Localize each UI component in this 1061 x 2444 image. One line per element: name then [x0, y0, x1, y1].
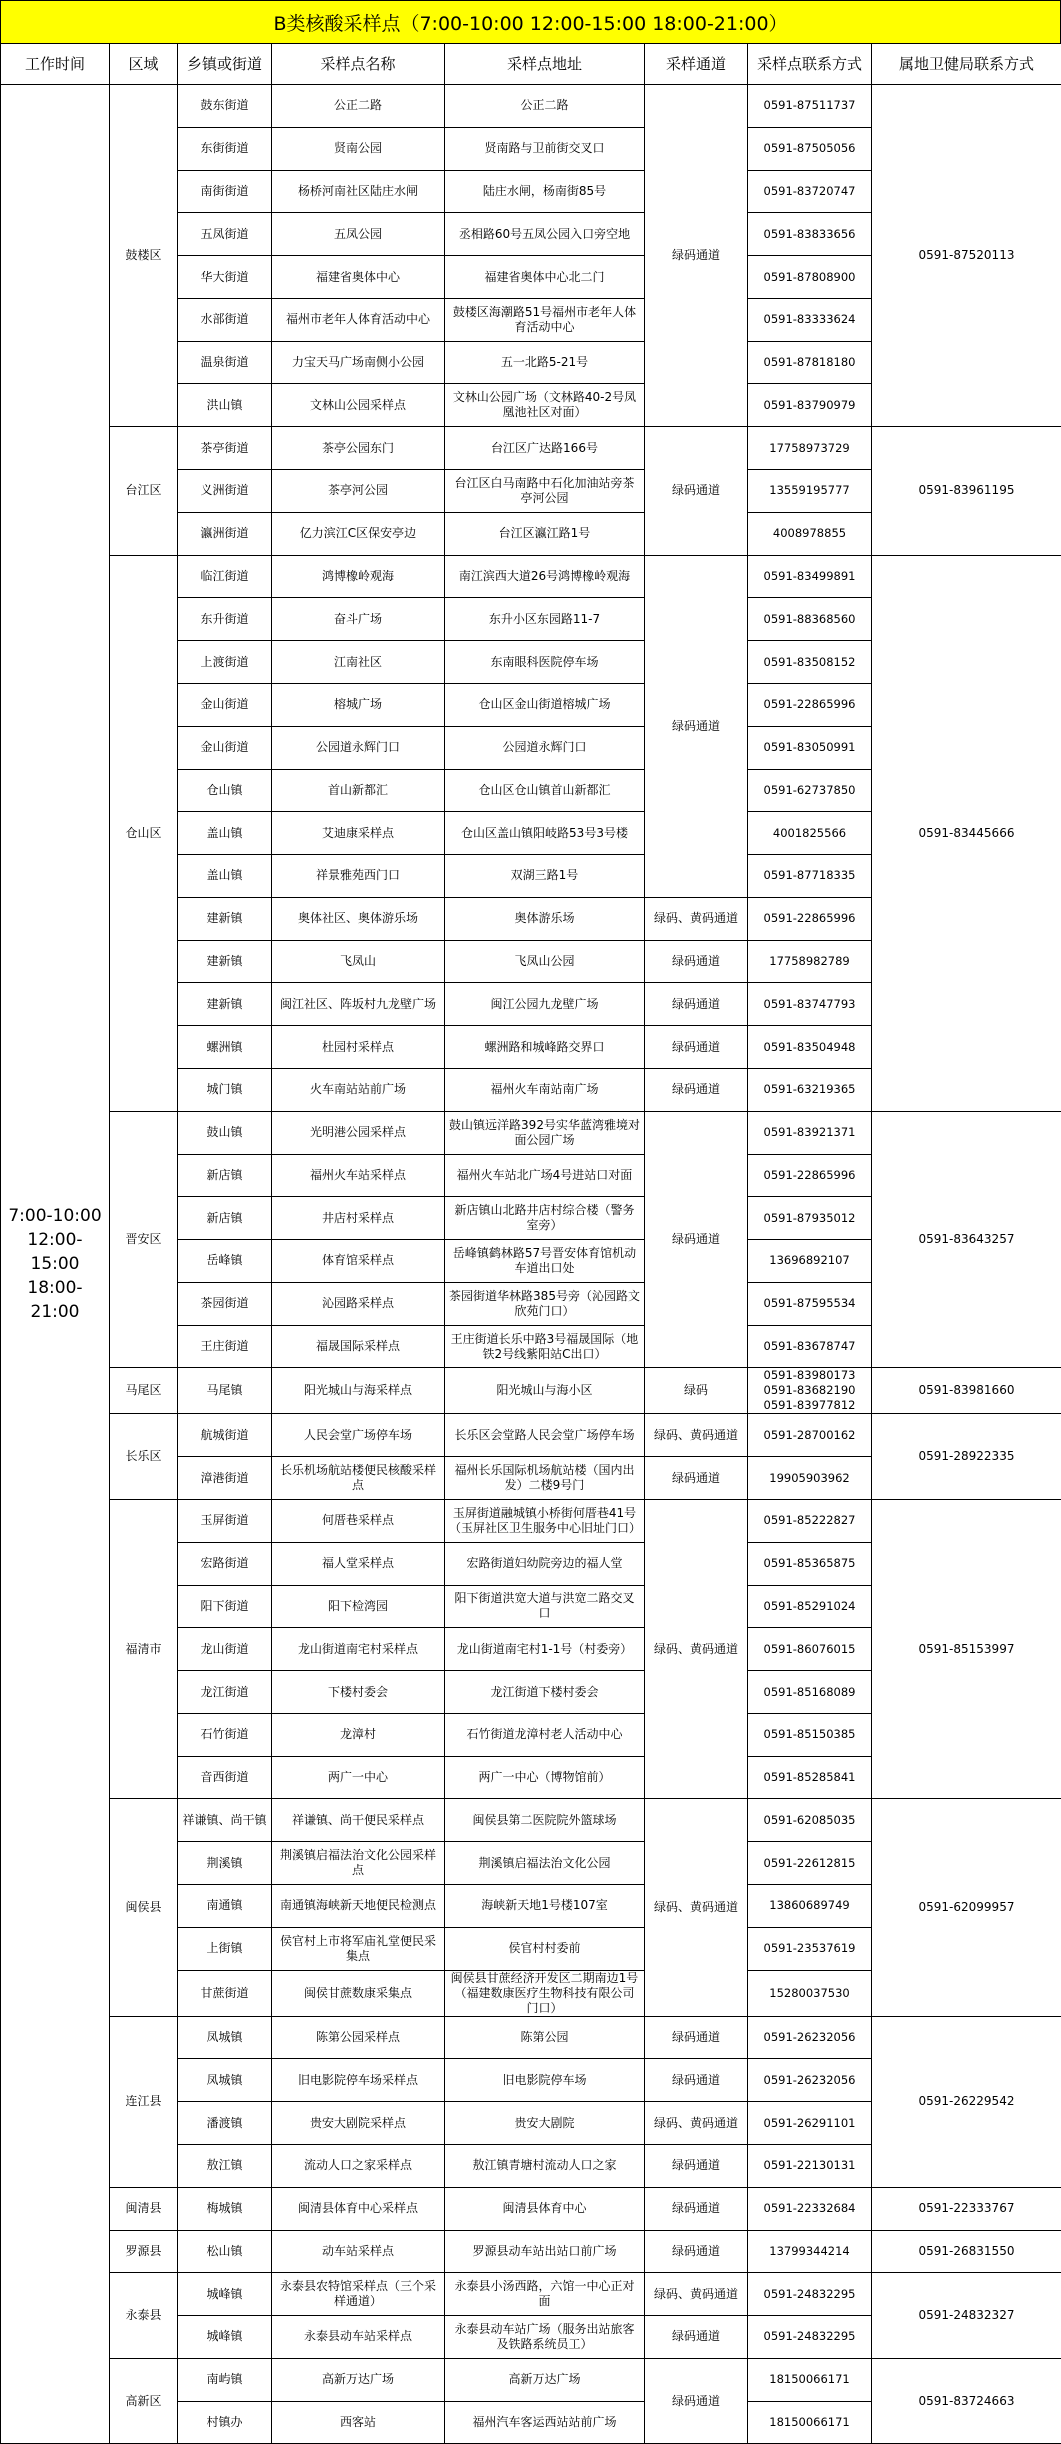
site-address-cell: 高新万达广场: [445, 2358, 645, 2401]
health-bureau-phone-cell: 0591-26831550: [872, 2230, 1061, 2273]
street-cell: 凤城镇: [178, 2016, 272, 2059]
table-row: [1, 2273, 1061, 2316]
street-cell: 盖山镇: [178, 855, 272, 898]
site-name-cell: 福州火车站采样点: [272, 1154, 445, 1197]
site-address-cell: 宏路街道妇幼院旁边的福人堂: [445, 1542, 645, 1585]
site-phone-cell: 0591-63219365: [748, 1068, 872, 1111]
site-address-cell: 岳峰镇鹤林路57号晋安体育馆机动车道出口处: [445, 1240, 645, 1283]
site-phone-cell: 13696892107: [748, 1240, 872, 1283]
site-phone-cell: 13559195777: [748, 470, 872, 513]
site-name-cell: 福人堂采样点: [272, 1542, 445, 1585]
street-cell: 茶园街道: [178, 1282, 272, 1325]
site-name-cell: 五凤公园: [272, 213, 445, 256]
site-phone-cell: 4001825566: [748, 812, 872, 855]
site-name-cell: 下楼村委会: [272, 1671, 445, 1714]
channel-cell: 绿码、黄码通道: [645, 1799, 748, 2016]
site-phone-cell: 0591-83747793: [748, 983, 872, 1026]
site-name-cell: 贤南公园: [272, 127, 445, 170]
site-name-cell: 文林山公园采样点: [272, 384, 445, 427]
site-address-cell: 仓山区金山街道榕城广场: [445, 683, 645, 726]
site-name-cell: 火车南站站前广场: [272, 1068, 445, 1111]
channel-cell: 绿码通道: [645, 427, 748, 555]
street-cell: 临江街道: [178, 555, 272, 598]
site-phone-cell: 18150066171: [748, 2401, 872, 2444]
site-phone-cell: 0591-83678747: [748, 1325, 872, 1368]
site-address-cell: 台江区白马南路中石化加油站旁茶亭河公园: [445, 470, 645, 513]
street-cell: 岳峰镇: [178, 1240, 272, 1283]
site-phone-cell: 15280037530: [748, 1970, 872, 2016]
channel-cell: 绿码、黄码通道: [645, 2273, 748, 2316]
street-cell: 潘渡镇: [178, 2102, 272, 2145]
site-phone-cell: 0591-62085035: [748, 1799, 872, 1842]
channel-cell: 绿码通道: [645, 1111, 748, 1368]
site-name-cell: 沁园路采样点: [272, 1282, 445, 1325]
street-cell: 螺洲镇: [178, 1026, 272, 1069]
site-address-cell: 闽侯县甘蔗经济开发区二期南边1号（福建数康医疗生物科技有限公司门口）: [445, 1970, 645, 2016]
channel-cell: 绿码通道: [645, 2358, 748, 2444]
work-time-cell: 7:00-10:00 12:00-15:00 18:00-21:00: [1, 85, 110, 2444]
site-address-cell: 旧电影院停车场: [445, 2059, 645, 2102]
site-name-cell: 阳下检湾园: [272, 1585, 445, 1628]
channel-cell: 绿码通道: [645, 1026, 748, 1069]
street-cell: 马尾镇: [178, 1368, 272, 1414]
header-site-name: 采样点名称: [272, 44, 445, 85]
site-phone-cell: 0591-26291101: [748, 2102, 872, 2145]
site-phone-cell: 0591-23537619: [748, 1927, 872, 1970]
site-name-cell: 井店村采样点: [272, 1197, 445, 1240]
site-name-cell: 闽江社区、阵坂村九龙壁广场: [272, 983, 445, 1026]
street-cell: 建新镇: [178, 983, 272, 1026]
street-cell: 上渡街道: [178, 641, 272, 684]
street-cell: 温泉街道: [178, 341, 272, 384]
site-name-cell: 奥体社区、奥体游乐场: [272, 897, 445, 940]
site-name-cell: 福晟国际采样点: [272, 1325, 445, 1368]
table-row: [1, 555, 1061, 598]
site-phone-cell: 0591-83720747: [748, 170, 872, 213]
site-address-cell: 龙山街道南宅村1-1号（村委旁）: [445, 1628, 645, 1671]
health-bureau-phone-cell: 0591-26229542: [872, 2016, 1061, 2187]
site-name-cell: 侯官村上市将军庙礼堂便民采集点: [272, 1927, 445, 1970]
site-name-cell: 祥景雅苑西门口: [272, 855, 445, 898]
street-cell: 龙江街道: [178, 1671, 272, 1714]
site-address-cell: 陆庄水闸，杨南街85号: [445, 170, 645, 213]
sampling-sites-table: [0, 43, 1061, 2444]
health-bureau-phone-cell: 0591-87520113: [872, 85, 1061, 427]
health-bureau-phone-cell: 0591-83724663: [872, 2358, 1061, 2444]
health-bureau-phone-cell: 0591-83643257: [872, 1111, 1061, 1368]
table-row: [1, 1799, 1061, 1842]
site-phone-cell: 0591-26232056: [748, 2059, 872, 2102]
site-address-cell: 贤南路与卫前街交叉口: [445, 127, 645, 170]
site-address-cell: 台江区瀛江路1号: [445, 512, 645, 555]
header-street: 乡镇或街道: [178, 44, 272, 85]
street-cell: 新店镇: [178, 1154, 272, 1197]
site-name-cell: 榕城广场: [272, 683, 445, 726]
site-name-cell: 高新万达广场: [272, 2358, 445, 2401]
site-name-cell: 杜园村采样点: [272, 1026, 445, 1069]
site-address-cell: 螺洲路和城峰路交界口: [445, 1026, 645, 1069]
street-cell: 上街镇: [178, 1927, 272, 1970]
street-cell: 茶亭街道: [178, 427, 272, 470]
street-cell: 梅城镇: [178, 2187, 272, 2230]
table-row: [1, 1500, 1061, 1543]
site-address-cell: 东升小区东园路11-7: [445, 598, 645, 641]
district-cell: 鼓楼区: [110, 85, 178, 427]
site-name-cell: 光明港公园采样点: [272, 1111, 445, 1154]
channel-cell: 绿码通道: [645, 1068, 748, 1111]
site-address-cell: 长乐区会堂路人民会堂广场停车场: [445, 1414, 645, 1457]
street-cell: 鼓山镇: [178, 1111, 272, 1154]
site-name-cell: 飞凤山: [272, 940, 445, 983]
site-name-cell: 阳光城山与海采样点: [272, 1368, 445, 1414]
street-cell: 东升街道: [178, 598, 272, 641]
street-cell: 祥谦镇、尚干镇: [178, 1799, 272, 1842]
site-address-cell: 公正二路: [445, 85, 645, 128]
site-address-cell: 台江区广达路166号: [445, 427, 645, 470]
site-phone-cell: 0591-83499891: [748, 555, 872, 598]
site-phone-cell: 0591-22332684: [748, 2187, 872, 2230]
street-cell: 石竹街道: [178, 1713, 272, 1756]
site-phone-cell: 0591-28700162: [748, 1414, 872, 1457]
street-cell: 五凤街道: [178, 213, 272, 256]
site-address-cell: 丞相路60号五凤公园入口旁空地: [445, 213, 645, 256]
street-cell: 音西街道: [178, 1756, 272, 1799]
site-phone-cell: 0591-83790979: [748, 384, 872, 427]
table-row: [1, 2187, 1061, 2230]
site-phone-cell: 0591-87718335: [748, 855, 872, 898]
site-phone-cell: 0591-87818180: [748, 341, 872, 384]
channel-cell: 绿码通道: [645, 2187, 748, 2230]
site-phone-cell: 17758982789: [748, 940, 872, 983]
street-cell: 城峰镇: [178, 2273, 272, 2316]
district-cell: 闽清县: [110, 2187, 178, 2230]
site-address-cell: 南江滨西大道26号鸿博橡岭观海: [445, 555, 645, 598]
site-address-cell: 永泰县动车站广场（服务出站旅客及铁路系统员工）: [445, 2316, 645, 2359]
street-cell: 敖江镇: [178, 2144, 272, 2187]
site-address-cell: 玉屏街道融城镇小桥街何厝巷41号（玉屏社区卫生服务中心旧址门口）: [445, 1500, 645, 1543]
site-name-cell: 福建省奥体中心: [272, 256, 445, 299]
table-row: [1, 1368, 1061, 1414]
district-cell: 永泰县: [110, 2273, 178, 2359]
street-cell: 金山街道: [178, 726, 272, 769]
table-row: [1, 85, 1061, 128]
site-phone-cell: 0591-83980173 0591-83682190 0591-83977812: [748, 1368, 872, 1414]
street-cell: 水部街道: [178, 298, 272, 341]
site-name-cell: 龙山街道南宅村采样点: [272, 1628, 445, 1671]
channel-cell: 绿码通道: [645, 555, 748, 897]
channel-cell: 绿码通道: [645, 2144, 748, 2187]
site-phone-cell: 0591-22865996: [748, 897, 872, 940]
site-phone-cell: 0591-24832295: [748, 2316, 872, 2359]
site-address-cell: 敖江镇青塘村流动人口之家: [445, 2144, 645, 2187]
site-name-cell: 福州市老年人体育活动中心: [272, 298, 445, 341]
health-bureau-phone-cell: 0591-24832327: [872, 2273, 1061, 2359]
street-cell: 鼓东街道: [178, 85, 272, 128]
site-address-cell: 贵安大剧院: [445, 2102, 645, 2145]
site-phone-cell: 0591-22865996: [748, 1154, 872, 1197]
site-address-cell: 石竹街道龙漳村老人活动中心: [445, 1713, 645, 1756]
site-phone-cell: 0591-26232056: [748, 2016, 872, 2059]
channel-cell: 绿码通道: [645, 2316, 748, 2359]
site-name-cell: 贵安大剧院采样点: [272, 2102, 445, 2145]
site-phone-cell: 17758973729: [748, 427, 872, 470]
site-phone-cell: 0591-88368560: [748, 598, 872, 641]
site-name-cell: 茶亭公园东门: [272, 427, 445, 470]
site-address-cell: 侯官村村委前: [445, 1927, 645, 1970]
street-cell: 城峰镇: [178, 2316, 272, 2359]
site-name-cell: 闽侯甘蔗数康采集点: [272, 1970, 445, 2016]
site-phone-cell: 0591-22130131: [748, 2144, 872, 2187]
street-cell: 南通镇: [178, 1885, 272, 1928]
site-address-cell: 阳光城山与海小区: [445, 1368, 645, 1414]
site-phone-cell: 0591-85365875: [748, 1542, 872, 1585]
site-phone-cell: 0591-83050991: [748, 726, 872, 769]
site-address-cell: 阳下街道洪宽大道与洪宽二路交叉口: [445, 1585, 645, 1628]
site-address-cell: 鼓楼区海潮路51号福州市老年人体育活动中心: [445, 298, 645, 341]
site-address-cell: 闽清县体育中心: [445, 2187, 645, 2230]
site-name-cell: 龙漳村: [272, 1713, 445, 1756]
site-name-cell: 公园道永辉门口: [272, 726, 445, 769]
table-row: [1, 2016, 1061, 2059]
table-row: [1, 1414, 1061, 1457]
site-name-cell: 何厝巷采样点: [272, 1500, 445, 1543]
street-cell: 城门镇: [178, 1068, 272, 1111]
table-row: [1, 427, 1061, 470]
health-bureau-phone-cell: 0591-83445666: [872, 555, 1061, 1111]
site-name-cell: 旧电影院停车场采样点: [272, 2059, 445, 2102]
street-cell: 金山街道: [178, 683, 272, 726]
site-phone-cell: 0591-83508152: [748, 641, 872, 684]
site-phone-cell: 0591-24832295: [748, 2273, 872, 2316]
header-channel: 采样通道: [645, 44, 748, 85]
site-address-cell: 荆溪镇启福法治文化公园: [445, 1842, 645, 1885]
site-name-cell: 陈第公园采样点: [272, 2016, 445, 2059]
header-work-time: 工作时间: [1, 44, 110, 85]
site-phone-cell: 0591-85222827: [748, 1500, 872, 1543]
street-cell: 东街街道: [178, 127, 272, 170]
site-address-cell: 福建省奥体中心北二门: [445, 256, 645, 299]
site-name-cell: 茶亭河公园: [272, 470, 445, 513]
site-phone-cell: 0591-85285841: [748, 1756, 872, 1799]
site-address-cell: 文林山公园广场（文林路40-2号凤凰池社区对面）: [445, 384, 645, 427]
table-row: [1, 2230, 1061, 2273]
site-name-cell: 流动人口之家采样点: [272, 2144, 445, 2187]
site-phone-cell: 13860689749: [748, 1885, 872, 1928]
district-cell: 福清市: [110, 1500, 178, 1799]
site-phone-cell: 0591-83833656: [748, 213, 872, 256]
site-phone-cell: 0591-22612815: [748, 1842, 872, 1885]
street-cell: 玉屏街道: [178, 1500, 272, 1543]
channel-cell: 绿码通道: [645, 940, 748, 983]
channel-cell: 绿码、黄码通道: [645, 2102, 748, 2145]
site-address-cell: 东南眼科医院停车场: [445, 641, 645, 684]
site-name-cell: 首山新都汇: [272, 769, 445, 812]
district-cell: 罗源县: [110, 2230, 178, 2273]
street-cell: 南街街道: [178, 170, 272, 213]
site-phone-cell: 0591-87595534: [748, 1282, 872, 1325]
health-bureau-phone-cell: 0591-85153997: [872, 1500, 1061, 1799]
district-cell: 长乐区: [110, 1414, 178, 1500]
site-name-cell: 永泰县农特馆采样点（三个采样通道）: [272, 2273, 445, 2316]
channel-cell: 绿码通道: [645, 85, 748, 427]
site-address-cell: 福州火车站北广场4号进站口对面: [445, 1154, 645, 1197]
site-address-cell: 龙江街道下楼村委会: [445, 1671, 645, 1714]
district-cell: 马尾区: [110, 1368, 178, 1414]
site-phone-cell: 0591-87505056: [748, 127, 872, 170]
table-title: B类核酸采样点（7:00-10:00 12:00-15:00 18:00-21:00）: [0, 0, 1061, 44]
street-cell: 新店镇: [178, 1197, 272, 1240]
site-address-cell: 鼓山镇远洋路392号实华蓝湾雅境对面公园广场: [445, 1111, 645, 1154]
street-cell: 洪山镇: [178, 384, 272, 427]
site-name-cell: 祥谦镇、尚干便民采样点: [272, 1799, 445, 1842]
street-cell: 仓山镇: [178, 769, 272, 812]
header-district: 区域: [110, 44, 178, 85]
channel-cell: 绿码通道: [645, 1457, 748, 1500]
site-address-cell: 五一北路5-21号: [445, 341, 645, 384]
table-row: [1, 1111, 1061, 1154]
site-phone-cell: 0591-85291024: [748, 1585, 872, 1628]
district-cell: 闽侯县: [110, 1799, 178, 2016]
site-phone-cell: 18150066171: [748, 2358, 872, 2401]
site-address-cell: 仓山区盖山镇阳岐路53号3号楼: [445, 812, 645, 855]
channel-cell: 绿码、黄码通道: [645, 1500, 748, 1799]
site-name-cell: 西客站: [272, 2401, 445, 2444]
site-name-cell: 人民会堂广场停车场: [272, 1414, 445, 1457]
street-cell: 建新镇: [178, 940, 272, 983]
site-name-cell: 江南社区: [272, 641, 445, 684]
site-phone-cell: 0591-85150385: [748, 1713, 872, 1756]
health-bureau-phone-cell: 0591-28922335: [872, 1414, 1061, 1500]
street-cell: 华大街道: [178, 256, 272, 299]
site-name-cell: 南通镇海峡新天地便民检测点: [272, 1885, 445, 1928]
site-phone-cell: 13799344214: [748, 2230, 872, 2273]
site-name-cell: 体育馆采样点: [272, 1240, 445, 1283]
street-cell: 盖山镇: [178, 812, 272, 855]
site-address-cell: 罗源县动车站出站口前广场: [445, 2230, 645, 2273]
site-phone-cell: 0591-83504948: [748, 1026, 872, 1069]
street-cell: 航城街道: [178, 1414, 272, 1457]
site-phone-cell: 0591-85168089: [748, 1671, 872, 1714]
site-address-cell: 双湖三路1号: [445, 855, 645, 898]
site-phone-cell: 0591-87935012: [748, 1197, 872, 1240]
site-address-cell: 两广一中心（博物馆前）: [445, 1756, 645, 1799]
site-name-cell: 永泰县动车站采样点: [272, 2316, 445, 2359]
health-bureau-phone-cell: 0591-83961195: [872, 427, 1061, 555]
health-bureau-phone-cell: 0591-62099957: [872, 1799, 1061, 2016]
site-phone-cell: 0591-87808900: [748, 256, 872, 299]
site-phone-cell: 4008978855: [748, 512, 872, 555]
site-name-cell: 两广一中心: [272, 1756, 445, 1799]
street-cell: 南屿镇: [178, 2358, 272, 2401]
district-cell: 仓山区: [110, 555, 178, 1111]
site-address-cell: 新店镇山北路井店村综合楼（警务室旁）: [445, 1197, 645, 1240]
district-cell: 台江区: [110, 427, 178, 555]
header-site-address: 采样点地址: [445, 44, 645, 85]
header-site-phone: 采样点联系方式: [748, 44, 872, 85]
street-cell: 王庄街道: [178, 1325, 272, 1368]
street-cell: 义洲街道: [178, 470, 272, 513]
district-cell: 连江县: [110, 2016, 178, 2187]
street-cell: 松山镇: [178, 2230, 272, 2273]
site-name-cell: 力宝天马广场南侧小公园: [272, 341, 445, 384]
header-row: [1, 44, 1061, 85]
channel-cell: 绿码: [645, 1368, 748, 1414]
channel-cell: 绿码、黄码通道: [645, 1414, 748, 1457]
health-bureau-phone-cell: 0591-22333767: [872, 2187, 1061, 2230]
site-name-cell: 奋斗广场: [272, 598, 445, 641]
site-name-cell: 鸿博橡岭观海: [272, 555, 445, 598]
street-cell: 凤城镇: [178, 2059, 272, 2102]
table-row: [1, 2358, 1061, 2401]
street-cell: 阳下街道: [178, 1585, 272, 1628]
channel-cell: 绿码、黄码通道: [645, 897, 748, 940]
health-bureau-phone-cell: 0591-83981660: [872, 1368, 1061, 1414]
district-cell: 晋安区: [110, 1111, 178, 1368]
site-address-cell: 陈第公园: [445, 2016, 645, 2059]
site-name-cell: 荆溪镇启福法治文化公园采样点: [272, 1842, 445, 1885]
site-address-cell: 闽江公园九龙壁广场: [445, 983, 645, 1026]
channel-cell: 绿码通道: [645, 983, 748, 1026]
site-name-cell: 公正二路: [272, 85, 445, 128]
site-address-cell: 奥体游乐场: [445, 897, 645, 940]
channel-cell: 绿码通道: [645, 2230, 748, 2273]
site-phone-cell: 0591-86076015: [748, 1628, 872, 1671]
channel-cell: 绿码通道: [645, 2016, 748, 2059]
site-phone-cell: 0591-83333624: [748, 298, 872, 341]
site-address-cell: 仓山区仓山镇首山新都汇: [445, 769, 645, 812]
street-cell: 瀛洲街道: [178, 512, 272, 555]
site-address-cell: 飞凤山公园: [445, 940, 645, 983]
site-address-cell: 福州长乐国际机场航站楼（国内出发）二楼9号门: [445, 1457, 645, 1500]
site-address-cell: 永泰县小汤西路，六馆一中心正对面: [445, 2273, 645, 2316]
site-address-cell: 福州汽车客运西站站前广场: [445, 2401, 645, 2444]
site-address-cell: 茶园街道华林路385号旁（沁园路文欣苑门口）: [445, 1282, 645, 1325]
site-name-cell: 长乐机场航站楼便民核酸采样点: [272, 1457, 445, 1500]
site-name-cell: 闽清县体育中心采样点: [272, 2187, 445, 2230]
site-address-cell: 海峡新天地1号楼107室: [445, 1885, 645, 1928]
street-cell: 漳港街道: [178, 1457, 272, 1500]
site-phone-cell: 0591-22865996: [748, 683, 872, 726]
site-phone-cell: 0591-62737850: [748, 769, 872, 812]
street-cell: 村镇办: [178, 2401, 272, 2444]
street-cell: 宏路街道: [178, 1542, 272, 1585]
site-name-cell: 杨桥河南社区陆庄水闸: [272, 170, 445, 213]
channel-cell: 绿码通道: [645, 2059, 748, 2102]
street-cell: 甘蔗街道: [178, 1970, 272, 2016]
site-name-cell: 动车站采样点: [272, 2230, 445, 2273]
site-address-cell: 闽侯县第二医院院外篮球场: [445, 1799, 645, 1842]
street-cell: 龙山街道: [178, 1628, 272, 1671]
street-cell: 建新镇: [178, 897, 272, 940]
site-name-cell: 艾迪康采样点: [272, 812, 445, 855]
site-address-cell: 公园道永辉门口: [445, 726, 645, 769]
site-name-cell: 亿力滨江C区保安亭边: [272, 512, 445, 555]
site-phone-cell: 0591-87511737: [748, 85, 872, 128]
district-cell: 高新区: [110, 2358, 178, 2444]
site-address-cell: 福州火车南站南广场: [445, 1068, 645, 1111]
site-address-cell: 王庄街道长乐中路3号福晟国际（地铁2号线紫阳站C出口）: [445, 1325, 645, 1368]
table-body: [1, 85, 1061, 2444]
site-phone-cell: 19905903962: [748, 1457, 872, 1500]
site-phone-cell: 0591-83921371: [748, 1111, 872, 1154]
street-cell: 荆溪镇: [178, 1842, 272, 1885]
header-health-bureau-phone: 属地卫健局联系方式: [872, 44, 1061, 85]
